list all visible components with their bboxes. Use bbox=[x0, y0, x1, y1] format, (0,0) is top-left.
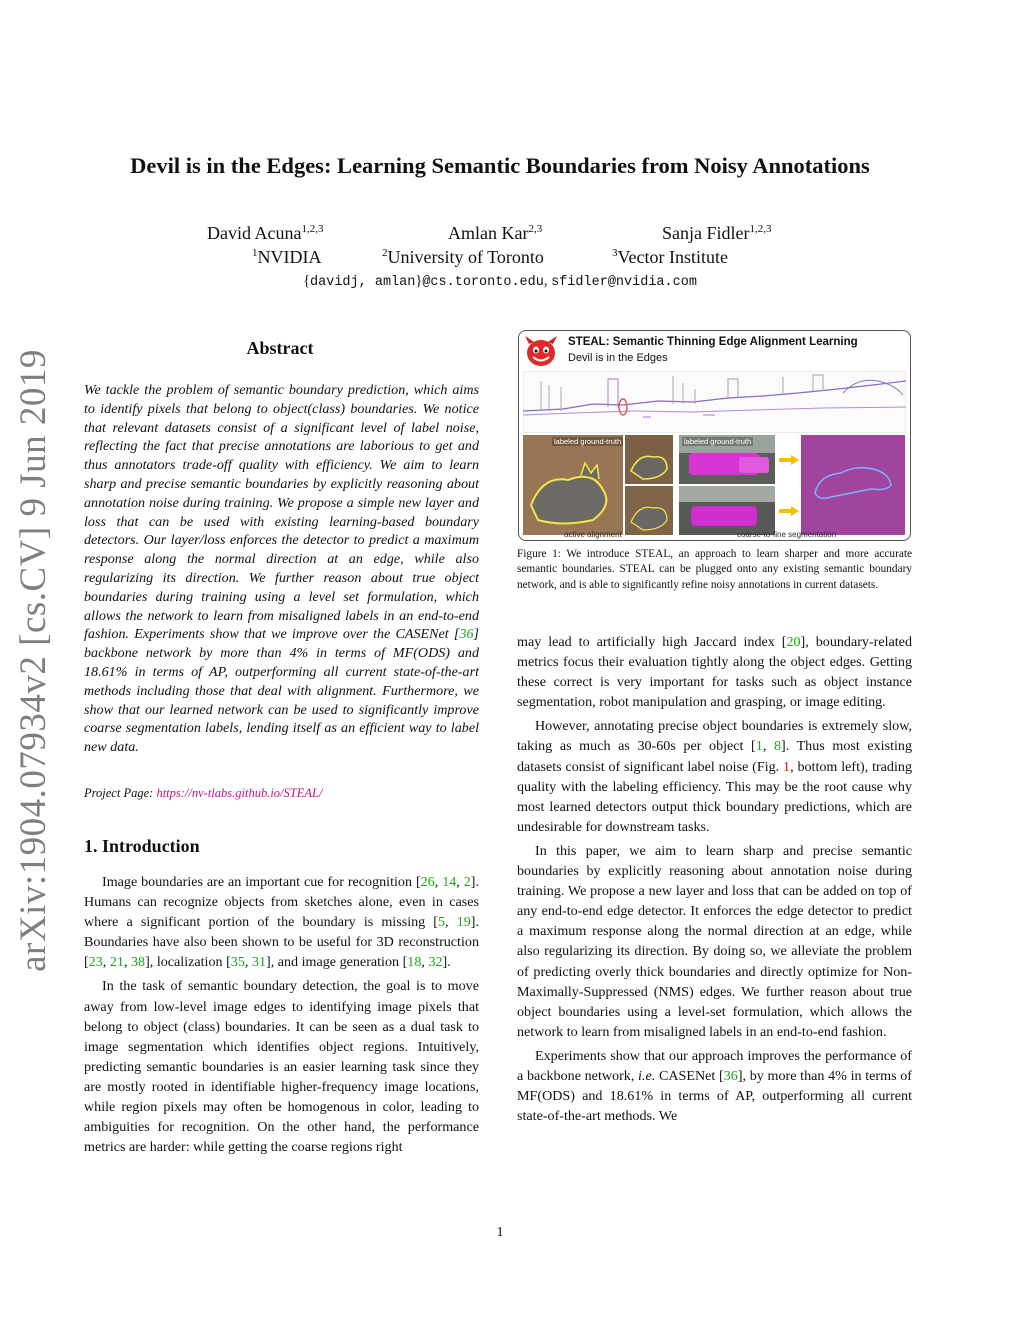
text-run: , bbox=[762, 738, 774, 755]
intro-paragraph-1 bbox=[84, 872, 479, 972]
author-3: Sanja Fidler$^{1,2,3}$ bbox=[662, 223, 772, 243]
affiliation-3: $^3$Vector Institute bbox=[612, 247, 728, 267]
text-run: , bottom left), trading quality with the labeling efficiency. This may be the root cause why most learned detectors output thick boundary predictions, which are undesirable for downstream tasks. bbox=[517, 758, 912, 835]
text-run: ]. Humans can recognize objects from sketches alone, even in cases where a significant portion of the boundary is missing [ bbox=[84, 874, 480, 931]
author-1: David Acuna$^{1,2,3}$ bbox=[207, 223, 324, 243]
arrow-right-icon bbox=[779, 506, 799, 516]
cat-image-small-top bbox=[625, 435, 673, 484]
text-run: ]. Boundaries have also been shown to be useful for 3D reconstruction [ bbox=[84, 914, 479, 971]
label-coarse-to-fine: coarse-to-fine segmentation bbox=[737, 530, 837, 539]
text-run: Image boundaries are an important cue for recognition [ bbox=[102, 874, 421, 890]
intro-paragraph-2: In the task of semantic boundary detection, the goal is to move away from low-level image edges to identifying image pixels that belong to object (class) boundaries. It can be seen as a dual task to image segmentation which identifies object regions. Intuitively, predicting semantic boundaries is an easier learning task since they are mostly rooted in identifiable higher-frequency image locations, while region pixels may often be homogenous in color, leading to ambiguities for recognition. On the other hand, the performance metrics are harder: while getting the coarse regions right bbox=[84, 978, 479, 1156]
arxiv-stamp bbox=[5, 348, 61, 972]
refined-segmentation bbox=[801, 435, 905, 535]
paper-title: Devil is in the Edges: Learning Semantic Boundaries from Noisy Annotations bbox=[130, 153, 870, 178]
citation-link[interactable]: 38 bbox=[130, 954, 146, 971]
abstract-text: We tackle the problem of semantic boundary prediction, which aims to identify pixels that belong to object(class) boundaries. We notice that relevant datasets consist of a significant level of label noise, reflecting the fact that precise annotations are laborious to get and thus annotators trade-off quality with efficiency. We aim to learn sharp and precise semantic boundaries by explicitly reasoning about annotation noise during training. We propose a simple new layer and loss that can be used with existing learning-based boundary detectors. Our layer/loss enforces the detector to predict a maximum response along the normal direction at an edge, while also regularizing its direction. We further reason about true object boundaries during training using a level set formulation, which allows the network to learn from misaligned labels in an end-to-end fashion. Experiments show that we improve over the CASENet [36] backbone network by more than 4% in terms of MF(ODS) and 18.61% in terms of AP, outperforming all current state-of-the-art methods including those that deal with alignment. Furthermore, we show that our learned network can be used to significantly improve coarse segmentation labels, lending itself as an efficient way to label new data. bbox=[84, 382, 479, 756]
text-run: ]. Thus most existing datasets consist of significant label noise (Fig. bbox=[517, 738, 913, 775]
affiliation-2: $^2$University of Toronto bbox=[382, 247, 544, 267]
abstract-heading: Abstract bbox=[246, 338, 314, 358]
figure-caption: Figure 1: We introduce STEAL, an approach to learn sharper and more accurate semantic boundaries. STEAL can be plugged onto any existing semantic boundary network, and is able to significantly refine noisy annotations in current datasets. bbox=[517, 548, 912, 591]
arrow-right-icon bbox=[779, 455, 799, 465]
text-run: ], by more than 4% in terms of MF(ODS) and 18.61% in terms of AP, outperforming all current state-of-the-art methods. We bbox=[517, 1067, 912, 1125]
author-emails: {davidj, amlan}@cs.toronto.edu, sfidler@nvidia.com bbox=[303, 273, 697, 290]
citation-link[interactable]: 19 bbox=[456, 914, 471, 931]
devil-logo-icon bbox=[523, 336, 559, 368]
citation-link[interactable]: 20 bbox=[786, 634, 801, 650]
figure-link[interactable]: 1 bbox=[783, 758, 791, 775]
right-paragraph-3: In this paper, we aim to learn sharp and precise semantic boundaries by explicitly reasoning about annotation noise during training. We propose a new layer and loss that can be added on top of any end-to-end edge detector. It enforces the edge detector to predict a maximum response along the normal direction at an edge, while also regularizing its direction. By doing so, we alleviate the problem of predicting overly thick boundaries and directly optimize for Non-Maximally-Suppressed (NMS) edges. We further reason about true object boundaries using a level-set formulation, which allows the network to learn from misaligned labels in an end-to-end fashion. bbox=[517, 842, 912, 1040]
citation-link[interactable]: 18 bbox=[407, 954, 422, 971]
citation-link[interactable]: 31 bbox=[251, 954, 267, 971]
project-link[interactable]: https://nv-tlabs.github.io/STEAL/ bbox=[156, 786, 323, 800]
text-run: ], and image generation [ bbox=[266, 954, 408, 971]
label-labeled-ground-truth-left: labeled ground-truth bbox=[554, 437, 622, 446]
text-run: ], boundary-related metrics focus their evaluation tightly along the object edges. Getting these correct is very important for tasks such as object instance segmentation, robot manipulation and grasping, or image editing. bbox=[517, 634, 912, 711]
cat-image-large bbox=[523, 435, 623, 535]
citation-link[interactable]: 26 bbox=[420, 874, 435, 890]
label-labeled-ground-truth-right: labeled ground-truth bbox=[684, 437, 752, 446]
citation-link[interactable]: 8 bbox=[773, 738, 781, 755]
right-column-text bbox=[517, 632, 912, 1130]
citation-link[interactable]: 2 bbox=[463, 874, 471, 890]
text-run: , bbox=[421, 954, 429, 971]
intro-text bbox=[84, 872, 479, 1161]
text-run: CASENet [ bbox=[655, 1067, 724, 1084]
right-paragraph-4 bbox=[517, 1046, 912, 1126]
text-run: , bbox=[445, 914, 457, 931]
figure-subtitle: Devil is in the Edges bbox=[568, 352, 668, 364]
citation-link[interactable]: 14 bbox=[442, 874, 457, 890]
citation-link[interactable]: 36 bbox=[459, 626, 474, 643]
text-run: , bbox=[123, 954, 131, 971]
citation-link[interactable]: 23 bbox=[88, 954, 103, 971]
text-run: may lead to artificially high Jaccard index [ bbox=[517, 634, 787, 650]
text-run: ], localization [ bbox=[145, 954, 231, 971]
text-run: Experiments show that our approach improves the performance of a backbone network, bbox=[517, 1047, 912, 1084]
right-paragraph-1 bbox=[517, 632, 912, 712]
figure-title: STEAL: Semantic Thinning Edge Alignment Learning bbox=[568, 336, 858, 348]
page-number: 1 bbox=[496, 1225, 504, 1240]
citation-link[interactable]: 36 bbox=[723, 1067, 738, 1084]
figure-1 bbox=[518, 330, 911, 541]
author-2: Amlan Kar$^{2,3}$ bbox=[448, 223, 543, 243]
citation-link[interactable]: 32 bbox=[428, 954, 443, 971]
label-active-alignment: active alignment bbox=[564, 530, 622, 539]
citation-link[interactable]: 21 bbox=[109, 954, 124, 971]
text-run: , bbox=[244, 954, 252, 971]
intro-heading: 1. Introduction bbox=[84, 836, 200, 856]
text-run: , bbox=[434, 874, 443, 890]
street-edge-map bbox=[523, 371, 906, 433]
street-scene-bottom bbox=[679, 486, 775, 535]
text-run: ]. bbox=[442, 954, 451, 971]
affiliation-1: $^1$NVIDIA bbox=[252, 247, 322, 267]
emphasis-text: i.e. bbox=[638, 1067, 656, 1084]
text-run: , bbox=[456, 874, 464, 890]
text-run: , bbox=[102, 954, 110, 971]
right-paragraph-2 bbox=[517, 716, 912, 837]
arxiv-id: arXiv:1904.07934v2 [cs.CV] 9 Jun 2019 bbox=[12, 348, 54, 972]
citation-link[interactable]: 35 bbox=[230, 954, 245, 971]
citation-link[interactable]: 5 bbox=[438, 914, 446, 931]
cat-image-small-bottom bbox=[625, 486, 673, 535]
text-run: However, annotating precise object boundaries is extremely slow, taking as much as 30-60s per object [ bbox=[517, 718, 912, 755]
project-page: Project Page: https://nv-tlabs.github.io/STEAL/ bbox=[84, 786, 323, 800]
citation-link[interactable]: 1 bbox=[755, 738, 763, 755]
